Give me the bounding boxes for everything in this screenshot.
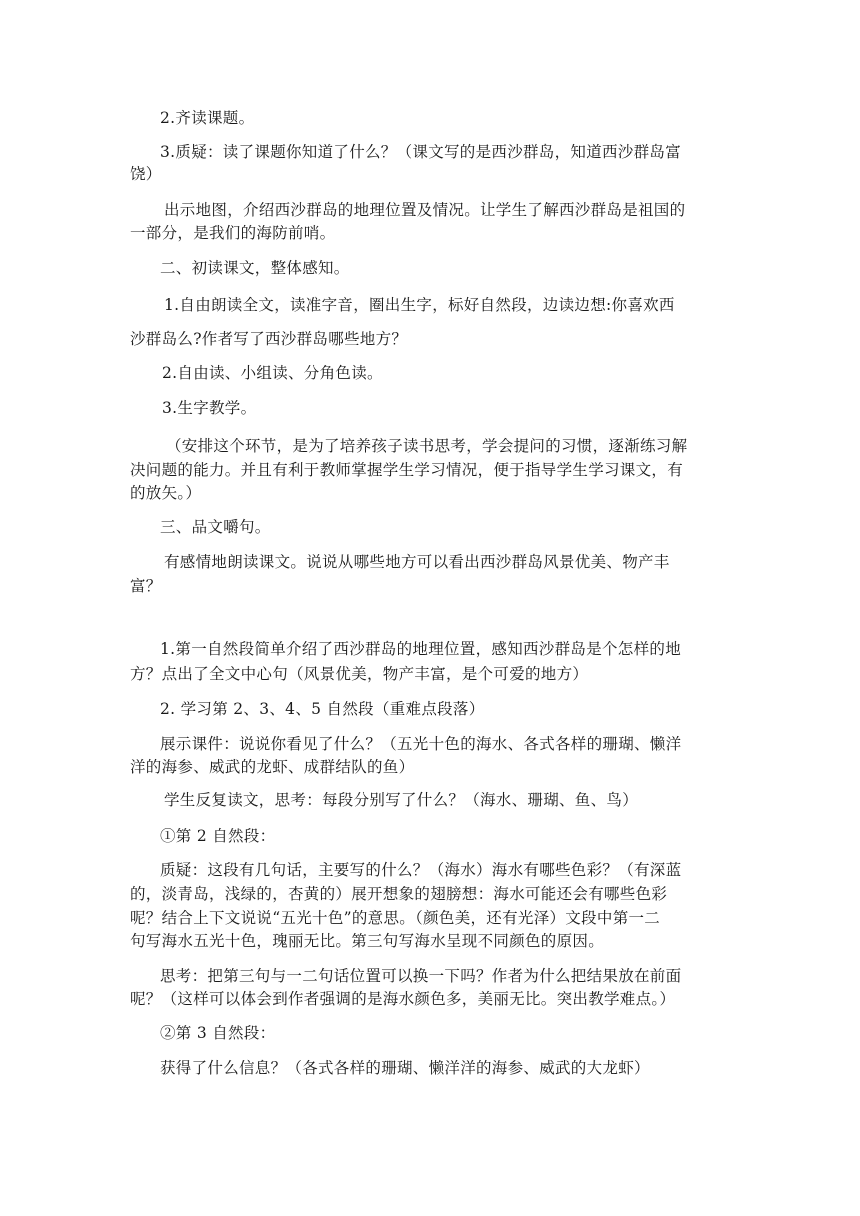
text-line: 思考：把第三句与一二句话位置可以换一下吗？作者为什么把结果放在前面 [160, 967, 682, 985]
text-line: （安排这个环节，是为了培养孩子读书思考，学会提问的习惯，逐渐练习解 [166, 437, 688, 455]
text-line: 3.生字教学。 [162, 399, 257, 417]
text-line: 饶） [130, 165, 162, 183]
text-line: 展示课件：说说你看见了什么？（五光十色的海水、各式各样的珊瑚、懒洋 [160, 735, 682, 753]
section-heading: 三、品文嚼句。 [160, 518, 271, 536]
text-line: 学生反复读文，思考：每段分别写了什么？（海水、珊瑚、鱼、鸟） [164, 791, 639, 809]
text-line: 质疑：这段有几句话，主要写的什么？（海水）海水有哪些色彩？（有深蓝 [160, 861, 682, 879]
text-line: 有感情地朗读课文。说说从哪些地方可以看出西沙群岛风景优美、物产丰 [164, 553, 670, 571]
text-line: 沙群岛么?作者写了西沙群岛哪些地方？ [130, 330, 408, 348]
text-line: 呢？（这样可以体会到作者强调的是海水颜色多，美丽无比。突出教学难点。） [130, 990, 676, 1008]
text-line: 的，淡青岛，浅绿的，杏黄的）展开想象的翅膀想：海水可能还会有哪些色彩 [130, 885, 668, 903]
text-line: 2. 学习第 2、3、4、5 自然段（重难点段落） [160, 700, 485, 718]
text-line: 2.自由读、小组读、分角色读。 [162, 364, 383, 382]
text-line: 获得了什么信息？（各式各样的珊瑚、懒洋洋的海参、威武的大龙虾） [160, 1059, 650, 1077]
section-heading: 二、初读课文，整体感知。 [160, 259, 350, 277]
text-line: 的放矢。） [130, 484, 202, 502]
text-line: ②第 3 自然段： [160, 1024, 276, 1042]
text-line: 呢？结合上下文说说“五光十色”的意思。（颜色美，还有光泽）文段中第一二 [130, 909, 661, 927]
text-line: 方？点出了全文中心句（风景优美，物产丰富，是个可爱的地方） [130, 665, 589, 683]
text-line: 富？ [130, 577, 162, 595]
text-line: 1.第一自然段简单介绍了西沙群岛的地理位置，感知西沙群岛是个怎样的地 [160, 640, 681, 658]
text-line: 2.齐读课题。 [160, 109, 255, 127]
text-line: 洋的海参、威武的龙虾、成群结队的鱼） [130, 758, 415, 776]
text-line: 句写海水五光十色，瑰丽无比。第三句写海水呈现不同颜色的原因。 [130, 932, 605, 950]
text-line: 决问题的能力。并且有利于教师掌握学生学习情况，便于指导学生学习课文，有 [130, 461, 684, 479]
text-line: ①第 2 自然段： [160, 827, 276, 845]
text-line: 出示地图，介绍西沙群岛的地理位置及情况。让学生了解西沙群岛是祖国的 [164, 201, 686, 219]
text-line: 一部分，是我们的海防前哨。 [130, 224, 336, 242]
text-line: 3.质疑：读了课题你知道了什么？（课文写的是西沙群岛，知道西沙群岛富 [160, 143, 681, 161]
text-line: 1.自由朗读全文，读准字音，圈出生字，标好自然段，边读边想:你喜欢西 [164, 296, 675, 314]
